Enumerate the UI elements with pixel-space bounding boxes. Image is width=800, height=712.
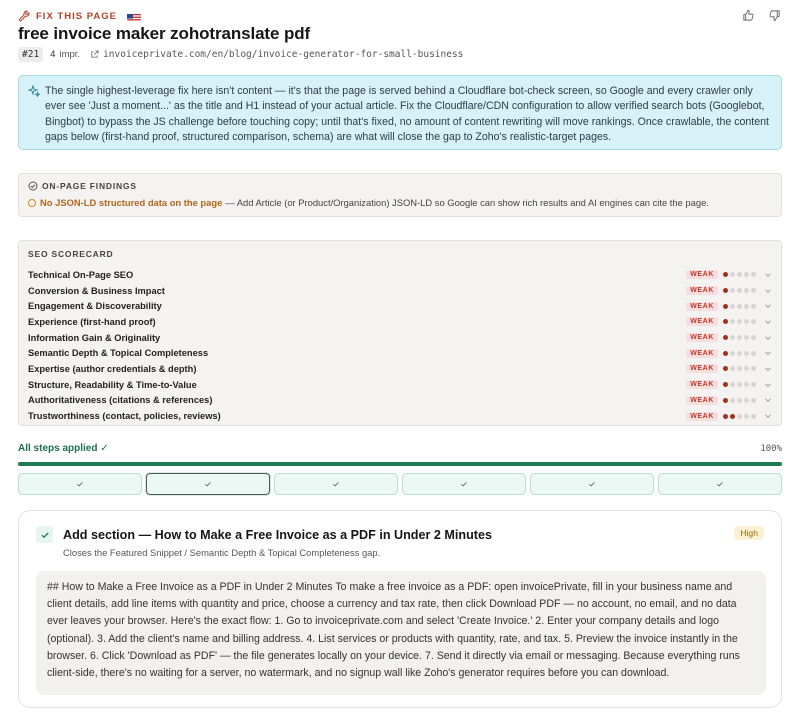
score-dots bbox=[723, 304, 756, 309]
score-dot bbox=[744, 351, 749, 356]
score-dots bbox=[723, 272, 756, 277]
score-dot bbox=[723, 288, 728, 293]
progress-fill bbox=[18, 462, 782, 466]
score-dot bbox=[751, 398, 756, 403]
scorecard-label: Engagement & Discoverability bbox=[28, 301, 162, 312]
check-icon bbox=[204, 480, 212, 488]
thumbs-up-icon[interactable] bbox=[742, 9, 756, 23]
score-dots bbox=[723, 335, 756, 340]
score-dot bbox=[744, 366, 749, 371]
score-dot bbox=[723, 335, 728, 340]
scorecard-label: Authoritativeness (citations & references) bbox=[28, 395, 213, 406]
score-dot bbox=[751, 414, 756, 419]
score-dots bbox=[723, 382, 756, 387]
check-icon bbox=[40, 530, 50, 540]
score-dot bbox=[723, 382, 728, 387]
score-dot bbox=[737, 351, 742, 356]
score-dots bbox=[723, 288, 756, 293]
steps-applied-label: All steps applied ✓ bbox=[18, 443, 109, 454]
finding-title: No JSON-LD structured data on the page bbox=[40, 197, 223, 208]
step-tab-3[interactable] bbox=[274, 473, 398, 495]
score-dot bbox=[751, 351, 756, 356]
steps-percent: 100% bbox=[760, 443, 782, 454]
scorecard-row[interactable] bbox=[28, 283, 772, 299]
fix-page-header bbox=[18, 8, 782, 24]
rating-badge: WEAK bbox=[686, 317, 718, 326]
scorecard-row[interactable] bbox=[28, 267, 772, 283]
scorecard-label: Technical On-Page SEO bbox=[28, 269, 134, 280]
rank-badge: #21 bbox=[18, 47, 43, 62]
score-dot bbox=[744, 288, 749, 293]
score-dot bbox=[730, 304, 735, 309]
chevron-down-icon bbox=[764, 365, 772, 373]
score-dot bbox=[723, 319, 728, 324]
step-tab-4[interactable] bbox=[402, 473, 526, 495]
finding-text: — Add Article (or Product/Organization) JSON-LD so Google can show rich results and AI engines can cite the page. bbox=[225, 197, 709, 208]
score-dot bbox=[737, 366, 742, 371]
score-dot bbox=[723, 351, 728, 356]
rating-badge: WEAK bbox=[686, 380, 718, 389]
wrench-icon bbox=[18, 10, 30, 22]
score-dots bbox=[723, 351, 756, 356]
score-dot bbox=[744, 272, 749, 277]
score-dot bbox=[730, 335, 735, 340]
check-icon bbox=[332, 480, 340, 488]
step-tab-5[interactable] bbox=[530, 473, 654, 495]
check-icon bbox=[460, 480, 468, 488]
chevron-down-icon bbox=[764, 396, 772, 404]
score-dot bbox=[730, 414, 735, 419]
score-dot bbox=[751, 288, 756, 293]
key-insight-callout bbox=[18, 75, 782, 150]
step-subtitle: Closes the Featured Snippet / Semantic Depth & Topical Completeness gap. bbox=[63, 547, 381, 558]
step-tabs bbox=[18, 473, 782, 495]
scorecard-row[interactable] bbox=[28, 330, 772, 346]
score-dots bbox=[723, 366, 756, 371]
draft-content: ## How to Make a Free Invoice as a PDF in Under 2 Minutes To make a free invoice as a PDF: open invoicePrivate, fill in your business name and client details, add line items with quantity and price, choose a currency and tax rate, then click Download PDF — no account, no email, and no data ever leaves your browser. Here's the exact flow: 1. Go to invoiceprivate.com and select 'Create Invoice.' 2. Enter your company details and logo (optional). 3. Add the client's name and billing address. 4. List services or products with quantity, rate, and tax. 5. Preview the invoice instantly in the browser. 6. Click 'Download as PDF' — the file generates locally on your device. 7. Send it directly via email or messaging. Because everything runs client-side, there's no waiting for a server, no watermark, and no signup wall like Zoho's generator requires before you can download. bbox=[36, 571, 766, 695]
score-dot bbox=[723, 414, 728, 419]
scorecard-label: Trustworthiness (contact, policies, reviews) bbox=[28, 411, 221, 422]
us-flag-icon bbox=[127, 12, 141, 21]
score-dot bbox=[737, 304, 742, 309]
scorecard-row[interactable] bbox=[28, 298, 772, 314]
chevron-down-icon bbox=[764, 302, 772, 310]
score-dot bbox=[744, 335, 749, 340]
chevron-down-icon bbox=[764, 349, 772, 357]
score-dot bbox=[751, 304, 756, 309]
score-dot bbox=[737, 272, 742, 277]
step-done-checkbox[interactable] bbox=[36, 526, 53, 543]
score-dot bbox=[737, 398, 742, 403]
step-card bbox=[18, 510, 782, 708]
findings-heading-text: ON-PAGE FINDINGS bbox=[42, 181, 137, 191]
page-url-link[interactable]: invoiceprivate.com/en/blog/invoice-generator-for-small-business bbox=[103, 49, 464, 60]
rating-badge: WEAK bbox=[686, 302, 718, 311]
score-dot bbox=[730, 272, 735, 277]
external-link-icon bbox=[90, 50, 99, 59]
rating-badge: WEAK bbox=[686, 333, 718, 342]
score-dot bbox=[730, 351, 735, 356]
steps-progress-bar bbox=[18, 462, 782, 466]
sparkle-icon bbox=[28, 85, 40, 97]
scorecard-row[interactable] bbox=[28, 408, 772, 424]
fix-this-page-label: FIX THIS PAGE bbox=[36, 10, 117, 22]
score-dot bbox=[737, 414, 742, 419]
score-dot bbox=[744, 382, 749, 387]
finding-item bbox=[28, 197, 772, 208]
scorecard-label: Semantic Depth & Topical Completeness bbox=[28, 348, 209, 359]
score-dot bbox=[744, 304, 749, 309]
scorecard-row[interactable] bbox=[28, 361, 772, 377]
seo-scorecard-panel bbox=[18, 240, 782, 426]
page-meta bbox=[18, 47, 463, 62]
check-icon bbox=[76, 480, 84, 488]
score-dot bbox=[751, 335, 756, 340]
step-tab-1[interactable] bbox=[18, 473, 142, 495]
impressions-count: 4 bbox=[50, 49, 56, 60]
score-dot bbox=[730, 366, 735, 371]
check-icon bbox=[716, 480, 724, 488]
callout-text: The single highest-leverage fix here isn't content — it's that the page is served behind a Cloudflare bot-check screen, so Google and every crawler only ever see 'Just a moment...' as the title and H1 instead of your actual article. Fix the Cloudflare/CDN configuration to allow verified search bots (Googlebot, Bingbot) to bypass the JS challenge before touching copy; until that's fixed, no amount of content rewriting will move rankings. Once crawlable, the content gaps below (first-hand proof, structured comparison, schema) are what will close the gap to Zoho's realistic-target pages. bbox=[45, 85, 769, 144]
scorecard-label: Expertise (author credentials & depth) bbox=[28, 363, 197, 374]
step-title: Add section — How to Make a Free Invoice as a PDF in Under 2 Minutes bbox=[63, 528, 492, 542]
rating-badge: WEAK bbox=[686, 364, 718, 373]
score-dot bbox=[737, 319, 742, 324]
rating-badge: WEAK bbox=[686, 412, 718, 421]
score-dot bbox=[730, 319, 735, 324]
score-dot bbox=[751, 366, 756, 371]
check-circle-icon bbox=[28, 181, 38, 191]
score-dot bbox=[730, 382, 735, 387]
page-title: free invoice maker zohotranslate pdf bbox=[18, 24, 311, 43]
chevron-down-icon bbox=[764, 412, 772, 420]
chevron-down-icon bbox=[764, 334, 772, 342]
priority-badge: High bbox=[734, 526, 764, 540]
scorecard-row[interactable] bbox=[28, 393, 772, 409]
scorecard-row[interactable] bbox=[28, 377, 772, 393]
score-dot bbox=[723, 304, 728, 309]
chevron-down-icon bbox=[764, 381, 772, 389]
chevron-down-icon bbox=[764, 287, 772, 295]
chevron-down-icon bbox=[764, 271, 772, 279]
thumbs-down-icon[interactable] bbox=[768, 9, 782, 23]
findings-heading bbox=[28, 181, 772, 191]
scorecard-label: Information Gain & Originality bbox=[28, 332, 161, 343]
scorecard-heading: SEO SCORECARD bbox=[28, 249, 114, 259]
scorecard-row[interactable] bbox=[28, 345, 772, 361]
on-page-findings-panel bbox=[18, 173, 782, 217]
score-dots bbox=[723, 414, 756, 419]
steps-status bbox=[18, 443, 782, 454]
score-dots bbox=[723, 319, 756, 324]
scorecard-label: Experience (first-hand proof) bbox=[28, 316, 156, 327]
score-dot bbox=[744, 319, 749, 324]
scorecard-label: Conversion & Business Impact bbox=[28, 285, 165, 296]
score-dot bbox=[723, 366, 728, 371]
rating-badge: WEAK bbox=[686, 349, 718, 358]
score-dot bbox=[751, 382, 756, 387]
impressions-label: impr. bbox=[59, 49, 81, 60]
score-dot bbox=[723, 272, 728, 277]
score-dot bbox=[744, 414, 749, 419]
rating-badge: WEAK bbox=[686, 270, 718, 279]
check-icon bbox=[588, 480, 596, 488]
step-tab-2[interactable] bbox=[146, 473, 270, 495]
chevron-down-icon bbox=[764, 318, 772, 326]
score-dot bbox=[737, 288, 742, 293]
score-dot bbox=[723, 398, 728, 403]
warning-ring-icon bbox=[28, 199, 36, 207]
score-dots bbox=[723, 398, 756, 403]
score-dot bbox=[730, 398, 735, 403]
scorecard-label: Structure, Readability & Time-to-Value bbox=[28, 379, 197, 390]
score-dot bbox=[737, 335, 742, 340]
rating-badge: WEAK bbox=[686, 396, 718, 405]
score-dot bbox=[737, 382, 742, 387]
score-dot bbox=[751, 272, 756, 277]
score-dot bbox=[751, 319, 756, 324]
score-dot bbox=[744, 398, 749, 403]
rating-badge: WEAK bbox=[686, 286, 718, 295]
score-dot bbox=[730, 288, 735, 293]
step-tab-6[interactable] bbox=[658, 473, 782, 495]
scorecard-row[interactable] bbox=[28, 314, 772, 330]
